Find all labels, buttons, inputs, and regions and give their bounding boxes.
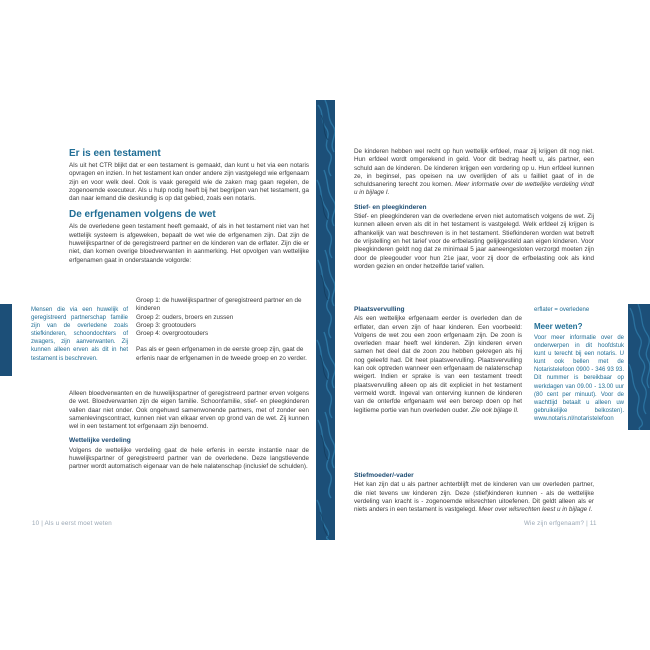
footer-right: Wie zijn erfgenaam? | 11 — [524, 520, 597, 527]
group-1: Groep 1: de huwelijkspartner of geregistreerd partner en de kinderen — [136, 297, 302, 313]
group-2: Groep 2: ouders, broers en zussen — [136, 313, 234, 321]
plaatsvervulling-reference: Zie ook bijlage II. — [471, 406, 519, 414]
heading-wettelijke-verdeling: Wettelijke verdeling — [69, 437, 131, 445]
heading-plaatsvervulling: Plaatsvervulling — [354, 306, 405, 313]
stiefouder-reference: Meer over wilsrechten leest u in bijlage I. — [478, 506, 593, 514]
right-column-top — [354, 148, 594, 277]
group-4: Groep 4: overgrootouders — [136, 330, 209, 338]
erflater-definition: erflater = overledene — [534, 307, 590, 313]
paragraph-plaatsvervulling: Als een wettelijke erfgenaam eerder is overleden dan de erflater, dan erven zijn of haar kinderen. Een voorbeeld: Volgens de wet zou een zoon erfgenaam zijn. De zoon is overleden maar heeft wel kinderen. Zijn kinderen erven samen het deel dat de zoon zou hebben gekregen als hij nog geleefd had. Dit heet plaatsvervulling. Plaatsvervulling kan ook optreden wanneer een erfgenaam de nalatenschap weigert. Indien er sprake is van een testament treedt plaatsvervulling alleen op als dit expliciet in het testament vermeld wordt. Ingeval van onterving kunnen de kinderen van de onterfde erfgenaam wel een beroep doen op het legitieme portie van hun overleden ouder. Zie ook bijlage II. — [354, 315, 522, 414]
paragraph-erfgenamen: Als de overledene geen testament heeft gemaakt, of als in het testament niet van het wettelijk systeem is afgeweken, bepaalt de wet wie de erfgenamen zijn. Dat zijn de huwelijkspartner of de geregistreerd partner en de kinderen van de erflater. Zijn die er niet, dan komen overige bloedverwanten in aanmerking. Het opvolgen van wettelijke erfgenamen gaat in onderstaande volgorde: — [69, 223, 309, 264]
paragraph-wettelijke-verdeling: Volgens de wettelijke verdeling gaat de hele erfenis in eerste instantie naar de huwelijkspartner of geregistreerd partner van de overledene. Deze langstlevende partner wordt automatisch eigenaar van de hele nalatenschap (inclusief de schulden). — [69, 446, 309, 471]
meer-weten-title: Meer weten? — [534, 322, 583, 331]
wave-texture-icon — [316, 100, 335, 540]
paragraph-stief-pleegkinderen: Stief- en pleegkinderen van de overledene erven niet automatisch volgens de wet. Zij kunnen alleen erven als dit in het testament is vastgelegd. Welk erfdeel zij krijgen is afhankelijk van wat beschreven is in het testament. Stiefkinderen worden wat betreft de vrijstelling en het tarief voor de erfbelasting gelijkgesteld aan eigen kinderen. Voor pleegkinderen geldt nog dat ze minimaal 5 jaar aaneengesloten verzorgd moeten zijn door de pleegouder voor hun 21e jaar, voor zij door de erfbelasting ook als kind worden gezien en onder hetzelfde tarief vallen. — [354, 213, 594, 270]
paragraph-kinderen: De kinderen hebben wel recht op hun wettelijk erfdeel, maar zij krijgen dit nog niet. Hun erfdeel wordt omgerekend in geld. Voor dit bedrag heeft u, als partner, een schuld aan de kinderen. De kinderen krijgen een vordering op u. Hun erfdeel kunnen ze, in beginsel, pas opeisen na uw overlijden of als u failliet gaat of in de schuldsanering terecht zou komen. Meer informatie over de wettelijke verdeling vindt u in bijlage I. — [354, 148, 595, 197]
group-3: Groep 3: grootouders — [136, 321, 196, 329]
paragraph-testament: Als uit het CTR blijkt dat er een testament is gemaakt, dan kunt u het via een notaris opvragen en inzien. In het testament kan onder andere zijn vastgelegd wie erfgenaam zijn en voor welk deel. Ook is vaak geregeld wie de zaken mag gaan regelen, de zogenoemde executeur. Als u hulp nodig heeft bij het begrijpen van het testament, ga dan naar iemand die deskundig is op dat gebied, zoals een notaris. — [69, 162, 309, 203]
footer-left: 10 | Als u eerst moet weten — [32, 520, 112, 527]
paragraph-stiefouder: Het kan zijn dat u als partner achterblijft met de kinderen van uw overleden partner, die niet tevens uw kinderen zijn. Deze (stief)kinderen kunnen - als de wettelijke verdeling van kracht is - zogenoemde wilsrechten uitoefenen. Dit geldt alleen als er niets anders in een testament is vastgelegd. Meer over wilsrechten leest u in bijlage I. — [354, 481, 594, 514]
sidebar-aanverwanten: Mensen die via een huwelijk of geregistreerd partnerschap familie zijn van de overledene zoals stiefkinderen, schoondochters of zwagers, zijn aanverwanten. Zij kunnen alleen erven als dit in het testament is beschreven. — [31, 307, 128, 362]
heading-stief-pleegkinderen: Stief- en pleegkinderen — [354, 203, 427, 211]
groups-note: Pas als er geen erfgenamen in de eerste groep zijn, gaat de erfenis naar de erfgenamen in de tweede groep en zo verder. — [136, 346, 307, 362]
right-column-bottom — [354, 472, 594, 520]
meer-weten-box — [534, 322, 624, 423]
meer-weten-text: Voor meer informatie over de onderwerpen in dit hoofdstuk kunt u terecht bij een notaris. U kunt ook bellen met de Notaristelefoon 0900 - 346 93 93. Dit nummer is bereikbaar op werkdagen van 09.00 - 13.00 uur (80 cent per minuut). Voor de wachttijd betaalt u alleen uw gebruikelijke belkosten). www.notaris.nl/notaristelefoon — [534, 335, 624, 422]
wave-texture-small-icon — [628, 304, 650, 430]
sidebar-accent-right — [628, 304, 650, 430]
left-column-top — [69, 148, 309, 271]
heading-stiefouder: Stiefmoeder/-vader — [354, 472, 414, 479]
heading-testament: Er is een testament — [69, 148, 161, 159]
kinderen-reference: Meer informatie over de wettelijke verdeling vindt u in bijlage I. — [354, 181, 595, 197]
sidebar-accent-left — [0, 304, 12, 376]
heir-groups-list — [136, 297, 308, 363]
left-column-bottom — [69, 390, 309, 478]
right-column-middle — [354, 306, 522, 421]
paragraph-bloedverwanten: Alleen bloedverwanten en de huwelijkspartner of geregistreerd partner erven volgens de wet. Bloedverwanten zijn de eigen familie. Schoonfamilie, stief- en pleegkinderen vallen daar niet onder. Ook ongehuwd samenwonende partners, met of zonder een samenlevingscontract, kunnen niet van elkaar erven op grond van de wet. Zij kunnen wel in een testament tot erfgenaam zijn benoemd. — [69, 390, 309, 431]
gutter-pattern — [316, 100, 335, 540]
heading-erfgenamen: De erfgenamen volgens de wet — [69, 209, 216, 221]
